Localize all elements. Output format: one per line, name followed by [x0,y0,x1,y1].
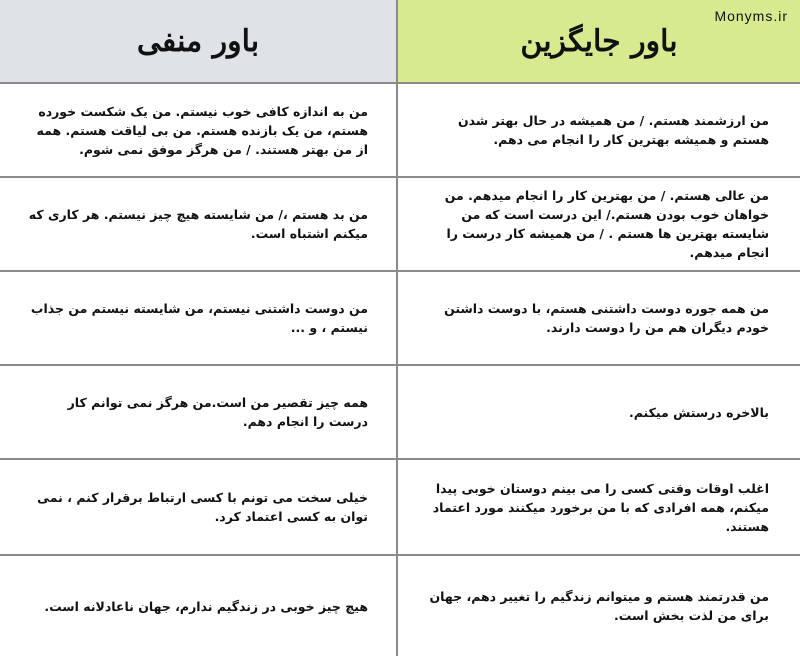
replacement-belief-text: من قدرتمند هستم و میتوانم زندگیم را تغییر دهم، جهان برای من لذت بخش است. [429,589,769,623]
replacement-belief-text: من عالی هستم. / من بهترین کار را انجام میدهم. من خواهان خوب بودن هستم./ این درست است که من شایسته بهترین ها هستم . / من همیشه کار درست را انجام میدهم. [444,188,769,260]
replacement-belief-text: من ارزشمند هستم. / من همیشه در حال بهتر شدن هستم و همیشه بهترین کار را انجام می دهم. [457,113,769,147]
replacement-belief-text: بالاخره درستش میکنم. [628,404,769,420]
table-row-5-positive [398,460,800,556]
table-row-4-positive [398,366,800,460]
table-row-6-positive [398,556,800,656]
header-replacement-belief [398,0,800,84]
negative-belief-text: من دوست داشتنی نیستم، من شایسته نیستم من جذاب نیستم ، و ... [30,301,368,335]
replacement-belief-text: من همه جوره دوست داشتنی هستم، با دوست داشتن خودم دیگران هم من را دوست دارند. [444,301,769,335]
table-row-4-negative [0,366,398,460]
table-row-3-positive [398,272,800,366]
table-row-1-positive [398,84,800,178]
replacement-belief-title: باور جایگزین [520,23,678,59]
negative-belief-text: من به اندازه کافی خوب نیستم. من یک شکست خورده هستم، من یک بازنده هستم. من بی لیاقت هستم. همه از من بهتر هستند. / من هرگز موفق نمی شوم. [36,103,368,157]
negative-belief-title: باور منفی [136,23,260,59]
negative-belief-text: هیچ چیز خوبی در زندگیم ندارم، جهان ناعادلانه است. [44,598,368,614]
header-negative-belief [0,0,398,84]
brand-watermark: Monyms.ir [714,8,788,24]
table-row-2-positive [398,178,800,272]
table-row-5-negative [0,460,398,556]
table-row-2-negative [0,178,398,272]
table-row-1-negative [0,84,398,178]
replacement-belief-text: اغلب اوقات وقتی کسی را می بینم دوستان خوبی پیدا میکنم، همه افرادی که با من برخورد میکنند مورد اعتماد هستند. [432,480,769,534]
negative-belief-text: من بد هستم ،/ من شایسته هیچ چیز نیستم. هر کاری که میکنم اشتباه است. [28,207,368,241]
negative-belief-text: همه چیز تقصیر من است.من هرگز نمی توانم کار درست را انجام دهم. [67,395,368,429]
negative-belief-text: خیلی سخت می تونم با کسی ارتباط برقرار کنم ، نمی توان به کسی اعتماد کرد. [37,490,368,524]
table-row-6-negative [0,556,398,656]
table-row-3-negative [0,272,398,366]
